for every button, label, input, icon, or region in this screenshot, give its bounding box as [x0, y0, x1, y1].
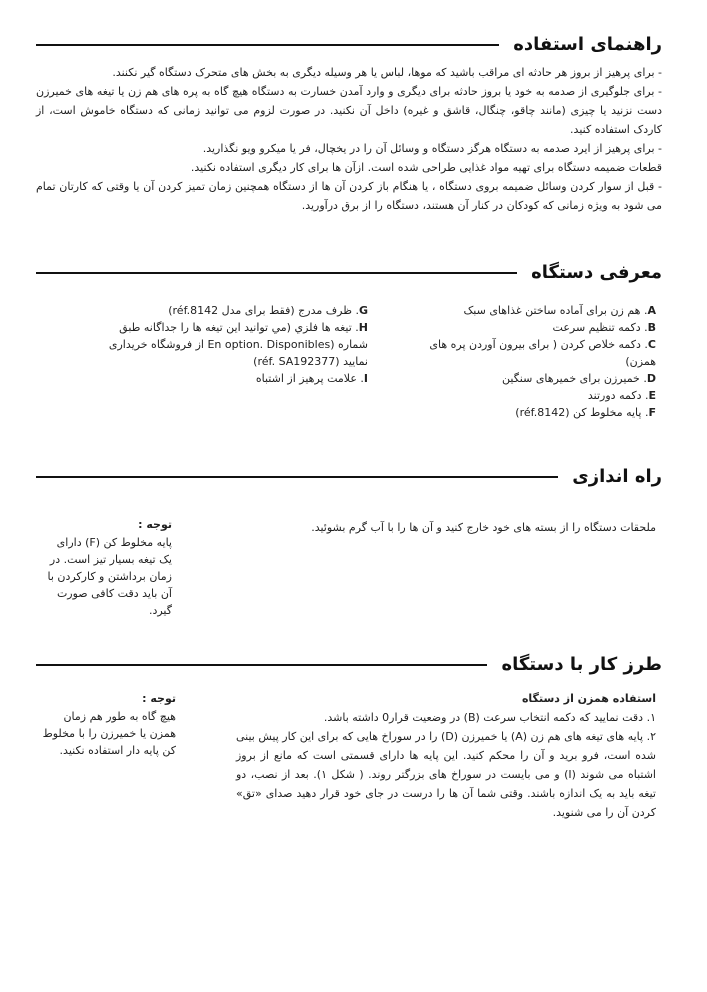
- part-letter: I: [363, 372, 368, 385]
- part-text: دکمه خلاص کردن ( برای بیرون آوردن پره های همزن): [429, 338, 656, 368]
- part-letter: G: [358, 304, 368, 317]
- operation-header: [36, 654, 662, 675]
- device-intro-title: معرفی دستگاه: [531, 262, 662, 283]
- usage-paragraph: - برای پرهیز از بروز هر حادثه ای مراقب باشید که موها، لباس یا هر وسیله دیگری به بخش های متحرک دستگاه گیر نکنند.: [112, 66, 662, 79]
- part-item: G. ظرف مدرج (فقط برای مدل réf.8142): [168, 304, 368, 317]
- part-item: F. پایه مخلوط کن (réf.8142): [515, 406, 656, 419]
- part-text: علامت پرهیز از اشتباه: [255, 372, 357, 385]
- part-item: H. تیغه ها فلزي (مي توانيد اين تيغه ها را جداگانه طبق شماره (En option. Disponibles از فروشگاه خریداری نمایید (réf. SA192377): [108, 321, 368, 368]
- part-letter: B: [647, 321, 656, 334]
- part-letter: F: [648, 406, 656, 419]
- device-intro-section: [36, 262, 662, 442]
- part-text: هم زن برای آماده ساختن غذاهای سبک: [463, 304, 641, 317]
- part-text: پایه مخلوط کن (réf.8142): [515, 406, 642, 419]
- setup-body: [236, 518, 656, 537]
- part-item: I. علامت پرهیز از اشتباه: [255, 372, 368, 385]
- part-text: ظرف مدرج (فقط برای مدل réf.8142): [168, 304, 352, 317]
- usage-paragraph: - برای پرهیز از ایرد صدمه به دستگاه هرگز دستگاه و وسائل آن را در یخچال، فر یا میکرو ویو نگذارید.: [202, 142, 662, 155]
- parts-list-left: [100, 302, 368, 387]
- part-letter: A: [647, 304, 656, 317]
- usage-guide-header: [36, 34, 662, 55]
- part-text: خمیرزن برای خمیرهای سنگین: [502, 372, 640, 385]
- part-letter: E: [648, 389, 656, 402]
- section-rule: [36, 44, 499, 46]
- note-text: پایه مخلوط کن (F) دارای یک تیغه بسیار تیز است. در زمان برداشتن و کارکردن با آن باید دقت کافی صورت گیرد.: [47, 536, 172, 617]
- setup-text: ملحقات دستگاه را از بسته های خود خارج کنید و آن ها را با آب گرم بشوئید.: [311, 521, 656, 534]
- part-text: تیغه ها فلزي (مي توانيد اين تيغه ها را جداگانه طبق شماره (En option. Disponibles از فروشگاه خریداری نمایید (réf. SA192377): [108, 321, 368, 368]
- part-item: B. دکمه تنظیم سرعت: [552, 321, 656, 334]
- part-text: دکمه تنظیم سرعت: [552, 321, 641, 334]
- device-intro-header: [36, 262, 662, 283]
- operation-step: ۱. دقت نمایید که دکمه انتخاب سرعت (B) در وضعیت قرار0 داشته باشد.: [323, 711, 656, 724]
- operation-body: [236, 690, 656, 822]
- setup-header: [36, 466, 662, 487]
- operation-subheading: استفاده همزن از دستگاه: [521, 692, 656, 705]
- operation-title: طرز کار با دستگاه: [501, 654, 662, 675]
- setup-title: راه اندازی: [572, 466, 662, 487]
- note-title: توجه :: [142, 692, 176, 705]
- section-rule: [36, 476, 558, 478]
- part-item: E. دکمه دورتند: [587, 389, 656, 402]
- part-letter: C: [647, 338, 656, 351]
- setup-note: [42, 516, 172, 619]
- part-letter: D: [646, 372, 656, 385]
- part-item: A. هم زن برای آماده ساختن غذاهای سبک: [463, 304, 656, 317]
- operation-section: [36, 654, 662, 844]
- usage-paragraph: - برای جلوگیری از صدمه به خود یا بروز حادثه برای دیگری و وارد آمدن خسارت به دستگاه هیچ گاه به پره های هم زن یا تیغه های خمیرزن دست نزنید یا چیزی (مانند چاقو، چنگال، قاشق و غیره) داخل آن نکنید. در صورت لزوم می توانید زمانی که دستگاه خاموش است، از کاردک استفاده کنید.: [36, 85, 662, 136]
- section-rule: [36, 664, 487, 666]
- part-item: C. دکمه خلاص کردن ( برای بیرون آوردن پره های همزن): [429, 338, 656, 368]
- part-text: دکمه دورتند: [587, 389, 642, 402]
- usage-guide-body: [36, 63, 662, 215]
- note-text: هیچ گاه به طور هم زمان همزن یا خمیرزن را با مخلوط کن پایه دار استفاده نکنید.: [42, 710, 176, 757]
- operation-note: [42, 690, 176, 759]
- setup-section: [36, 466, 662, 636]
- parts-list-right: [398, 302, 656, 421]
- section-rule: [36, 272, 517, 274]
- usage-guide-section: [36, 34, 662, 215]
- part-item: D. خمیرزن برای خمیرهای سنگین: [502, 372, 656, 385]
- usage-paragraph: قطعات ضمیمه دستگاه برای تهیه مواد غذایی طراحی شده است. ازآن ها برای کار دیگری استفاده نکنید.: [190, 161, 662, 174]
- usage-paragraph: - قبل از سوار کردن وسائل ضمیمه بروی دستگاه ، یا هنگام باز کردن آن ها از دستگاه همچنین زمان تمیز کردن آن یا وقتی که کارتان تمام می شود به ویژه زمانی که کودکان در کنار آن هستند، دستگاه را از برق درآورید.: [36, 180, 662, 212]
- operation-step: ۲. پایه های تیغه های هم زن (A) یا خمیرزن (D) را در سوراخ هایی که برای این کار پیش بینی شده است، فرو برید و آن را محکم کنید. این پایه ها دارای قسمتی است که مانع از بروز اشتباه می شوند (I) و می بایست در سوراخ های بزرگتر روند. ( شکل ۱). بعد از نصب، دو تیغه باید به یک اندازه باشند. وقتی شما آن ها را درست در جای خود قرار دهید صدای «تق» کردن آن را می شنوید.: [236, 730, 656, 819]
- usage-guide-title: راهنمای استفاده: [513, 34, 662, 55]
- note-title: توجه :: [138, 518, 172, 531]
- part-letter: H: [358, 321, 368, 334]
